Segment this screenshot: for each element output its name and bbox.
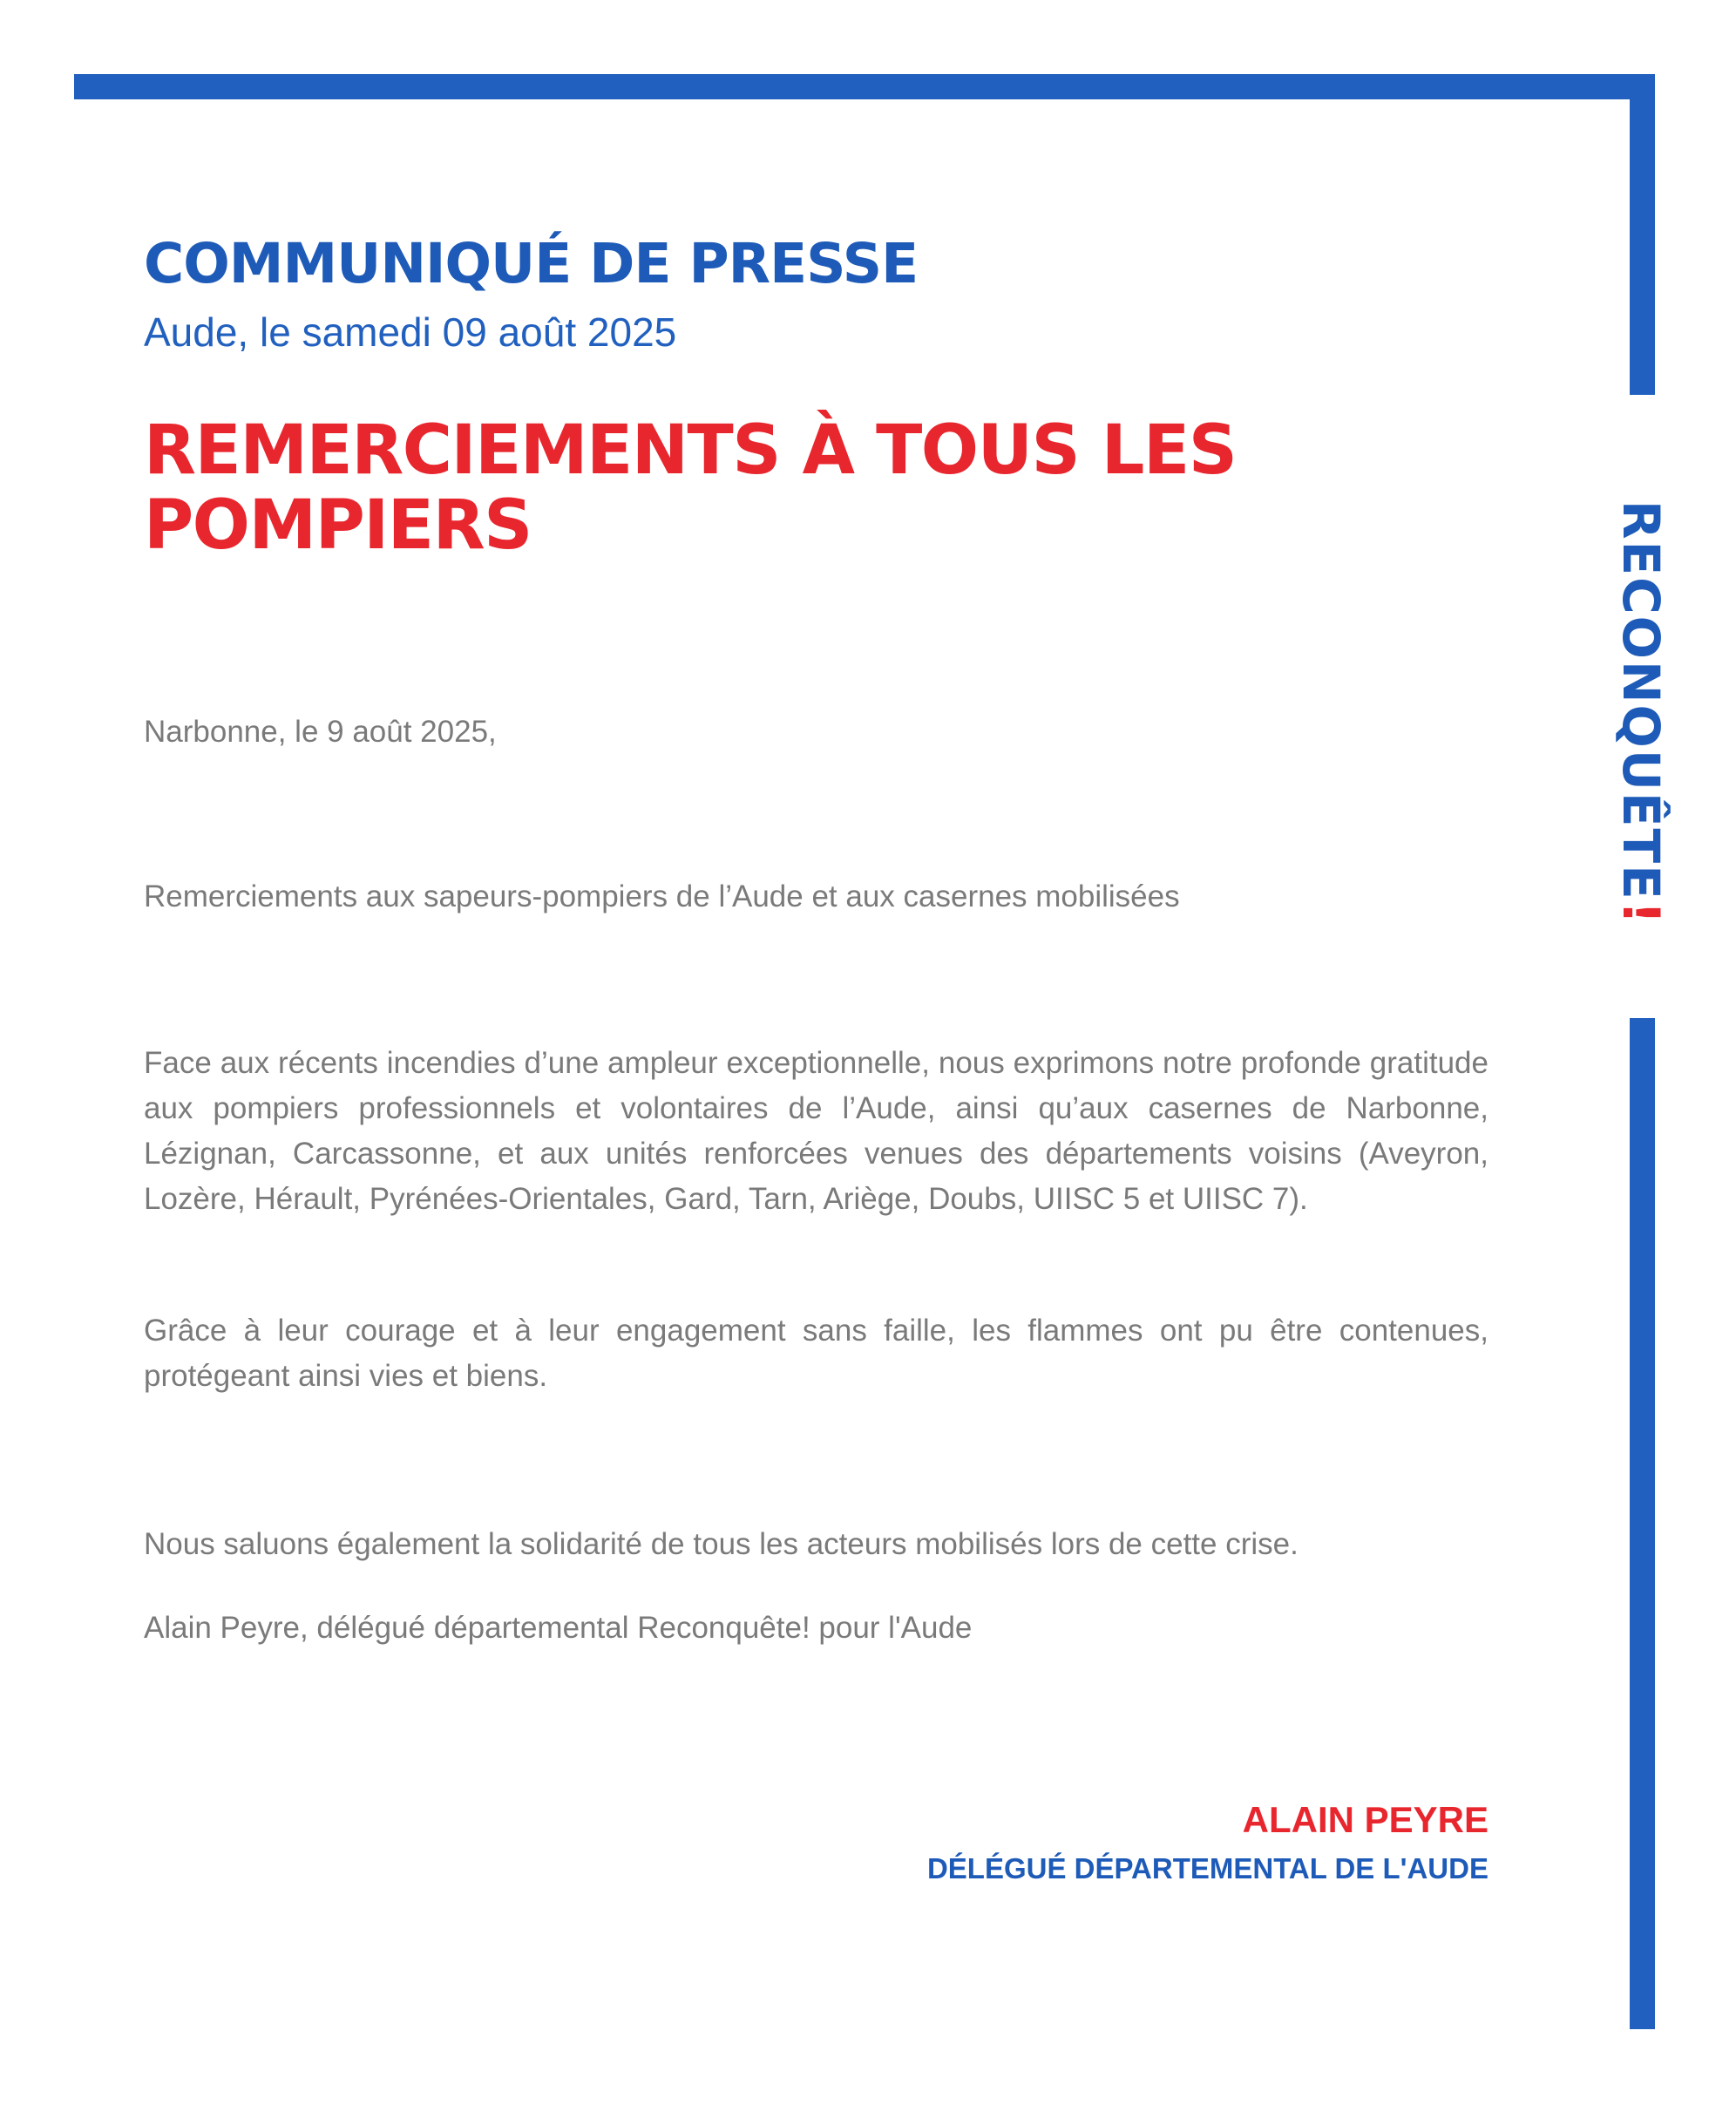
logo-wordmark xyxy=(1611,500,1671,926)
logo-main-text: RECONQUÊTE xyxy=(1611,499,1671,901)
logo-exclamation: ! xyxy=(1611,900,1671,927)
headline-line-1: REMERCIEMENTS À TOUS LES xyxy=(144,411,1237,490)
body-paragraph-2: Grâce à leur courage et à leur engagement sans faille, les flammes ont pu être contenues, protégeant ainsi vies et biens. xyxy=(144,1314,1488,1393)
dateline: Aude, le samedi 09 août 2025 xyxy=(144,309,677,355)
subject-line: Remerciements aux sapeurs-pompiers de l’Aude et aux casernes mobilisées xyxy=(144,879,1180,913)
press-release-kicker: COMMUNIQUÉ DE PRESSE xyxy=(144,232,919,295)
signature-name: ALAIN PEYRE xyxy=(1242,1799,1488,1840)
headline-line-2: POMPIERS xyxy=(144,486,532,565)
frame-top-bar xyxy=(74,74,1655,99)
signature-role: DÉLÉGUÉ DÉPARTEMENTAL DE L'AUDE xyxy=(926,1852,1488,1885)
place-date: Narbonne, le 9 août 2025, xyxy=(144,715,497,749)
body-paragraph-3: Nous saluons également la solidarité de tous les acteurs mobilisés lors de cette crise. xyxy=(144,1527,1299,1561)
author-line: Alain Peyre, délégué départemental Reconquête! pour l'Aude xyxy=(144,1611,973,1645)
reconquete-logo xyxy=(1558,486,1724,940)
signature-block xyxy=(927,1796,1488,1893)
body-paragraph-1: Face aux récents incendies d’une ampleur exceptionnelle, nous exprimons notre profonde gratitude aux pompiers professionnels et volontaires de l’Aude, ainsi qu’aux casernes de Narbonne, Lézignan, Carcassonne, et aux unités renforcées venues des départements voisins (Aveyron, Lozère, Hérault, Pyrénées-Orientales, Gard, Tarn, Ariège, Doubs, UIISC 5 et UIISC 7). xyxy=(144,1046,1488,1216)
frame-right-bar-upper xyxy=(1630,74,1655,395)
headline xyxy=(144,413,1364,563)
frame-right-bar-lower xyxy=(1630,1018,1655,2029)
